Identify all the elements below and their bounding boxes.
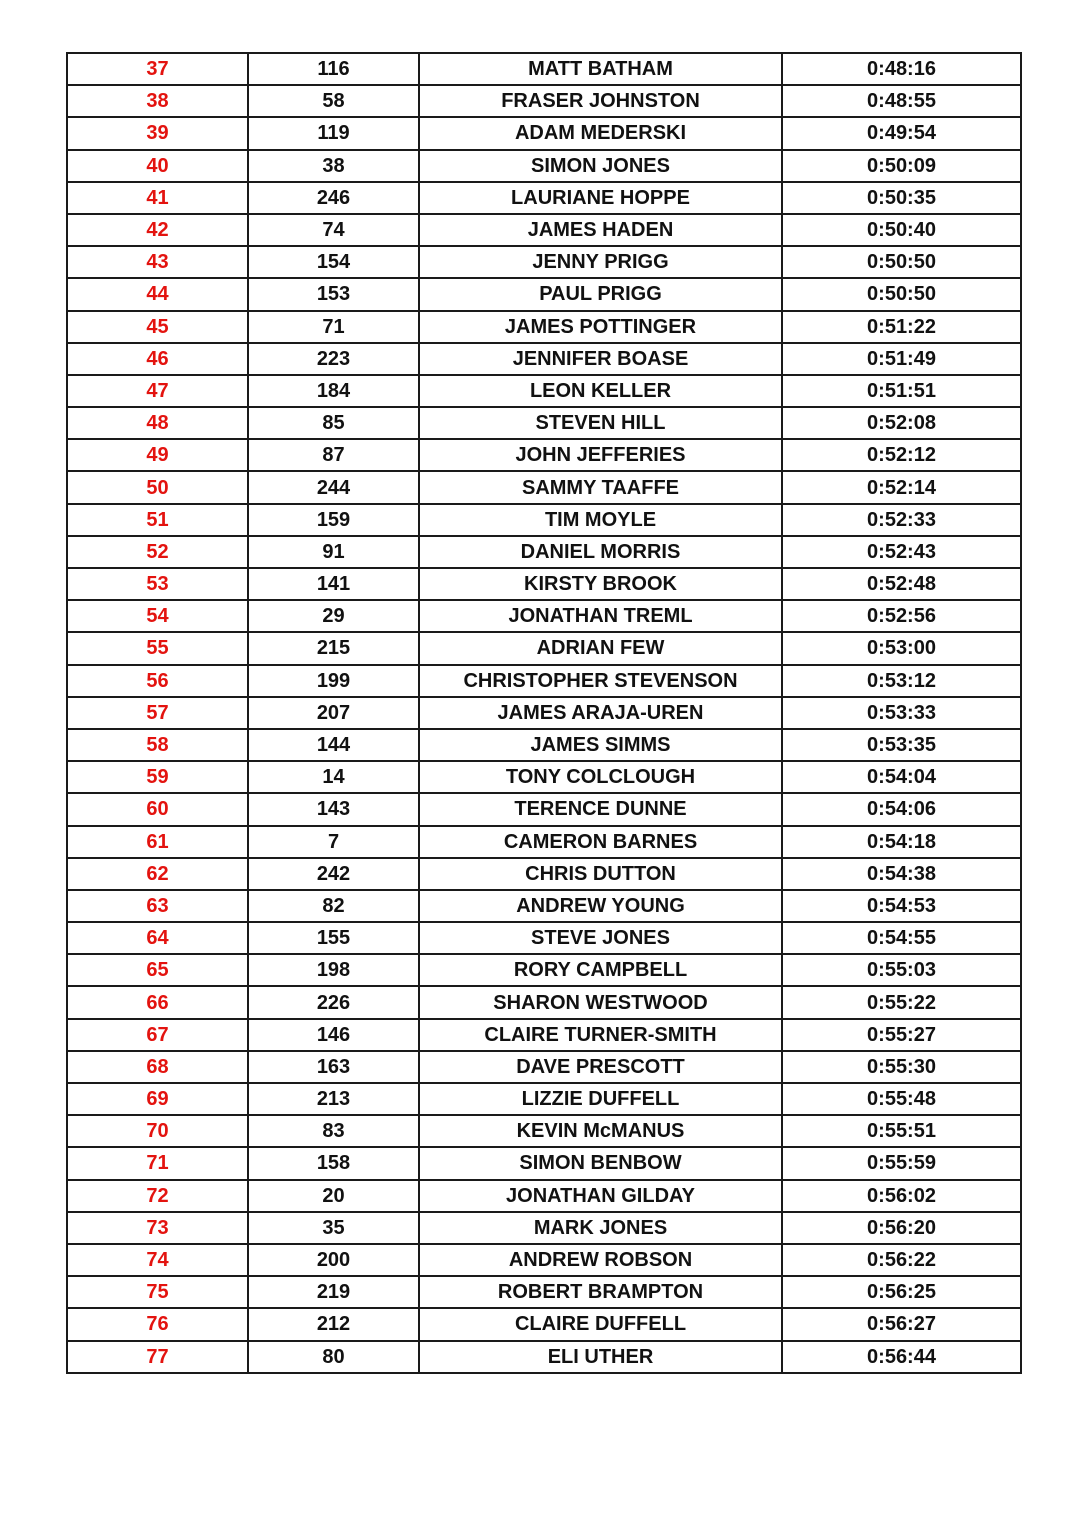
runner-name-cell: PAUL PRIGG (419, 278, 782, 310)
finish-position-cell: 76 (67, 1308, 248, 1340)
finish-position-cell: 70 (67, 1115, 248, 1147)
table-row (67, 954, 1021, 986)
bib-number-cell: 199 (248, 665, 419, 697)
finish-time-cell: 0:51:22 (782, 311, 1021, 343)
runner-name-cell: KIRSTY BROOK (419, 568, 782, 600)
finish-time-cell: 0:56:25 (782, 1276, 1021, 1308)
finish-time-cell: 0:54:53 (782, 890, 1021, 922)
bib-number-cell: 85 (248, 407, 419, 439)
results-table-body (67, 53, 1021, 1373)
finish-time-cell: 0:53:33 (782, 697, 1021, 729)
finish-time-cell: 0:55:22 (782, 986, 1021, 1018)
finish-position-cell: 37 (67, 53, 248, 85)
bib-number-cell: 141 (248, 568, 419, 600)
runner-name-cell: LIZZIE DUFFELL (419, 1083, 782, 1115)
table-row (67, 439, 1021, 471)
runner-name-cell: CLAIRE TURNER-SMITH (419, 1019, 782, 1051)
bib-number-cell: 154 (248, 246, 419, 278)
race-results-table (66, 52, 1022, 1374)
finish-position-cell: 47 (67, 375, 248, 407)
bib-number-cell: 83 (248, 1115, 419, 1147)
finish-position-cell: 64 (67, 922, 248, 954)
finish-time-cell: 0:56:20 (782, 1212, 1021, 1244)
table-row (67, 1147, 1021, 1179)
finish-position-cell: 52 (67, 536, 248, 568)
table-row (67, 729, 1021, 761)
finish-time-cell: 0:56:22 (782, 1244, 1021, 1276)
runner-name-cell: ELI UTHER (419, 1341, 782, 1373)
finish-time-cell: 0:52:43 (782, 536, 1021, 568)
finish-time-cell: 0:52:12 (782, 439, 1021, 471)
finish-position-cell: 61 (67, 826, 248, 858)
bib-number-cell: 246 (248, 182, 419, 214)
runner-name-cell: CHRIS DUTTON (419, 858, 782, 890)
bib-number-cell: 20 (248, 1180, 419, 1212)
finish-position-cell: 49 (67, 439, 248, 471)
bib-number-cell: 158 (248, 1147, 419, 1179)
finish-time-cell: 0:56:27 (782, 1308, 1021, 1340)
table-row (67, 85, 1021, 117)
bib-number-cell: 200 (248, 1244, 419, 1276)
finish-time-cell: 0:55:27 (782, 1019, 1021, 1051)
runner-name-cell: FRASER JOHNSTON (419, 85, 782, 117)
finish-time-cell: 0:54:06 (782, 793, 1021, 825)
bib-number-cell: 215 (248, 632, 419, 664)
bib-number-cell: 29 (248, 600, 419, 632)
finish-position-cell: 46 (67, 343, 248, 375)
table-row (67, 53, 1021, 85)
table-row (67, 471, 1021, 503)
runner-name-cell: MARK JONES (419, 1212, 782, 1244)
runner-name-cell: MATT BATHAM (419, 53, 782, 85)
bib-number-cell: 71 (248, 311, 419, 343)
runner-name-cell: TIM MOYLE (419, 504, 782, 536)
finish-position-cell: 66 (67, 986, 248, 1018)
bib-number-cell: 143 (248, 793, 419, 825)
table-row (67, 343, 1021, 375)
finish-position-cell: 58 (67, 729, 248, 761)
runner-name-cell: CAMERON BARNES (419, 826, 782, 858)
finish-position-cell: 57 (67, 697, 248, 729)
bib-number-cell: 58 (248, 85, 419, 117)
bib-number-cell: 119 (248, 117, 419, 149)
finish-time-cell: 0:52:48 (782, 568, 1021, 600)
runner-name-cell: ANDREW ROBSON (419, 1244, 782, 1276)
runner-name-cell: ADAM MEDERSKI (419, 117, 782, 149)
runner-name-cell: SIMON JONES (419, 150, 782, 182)
table-row (67, 986, 1021, 1018)
runner-name-cell: STEVE JONES (419, 922, 782, 954)
bib-number-cell: 38 (248, 150, 419, 182)
finish-position-cell: 55 (67, 632, 248, 664)
bib-number-cell: 223 (248, 343, 419, 375)
finish-time-cell: 0:52:14 (782, 471, 1021, 503)
table-row (67, 182, 1021, 214)
table-row (67, 278, 1021, 310)
runner-name-cell: JAMES SIMMS (419, 729, 782, 761)
finish-time-cell: 0:56:02 (782, 1180, 1021, 1212)
bib-number-cell: 14 (248, 761, 419, 793)
bib-number-cell: 212 (248, 1308, 419, 1340)
bib-number-cell: 80 (248, 1341, 419, 1373)
finish-position-cell: 69 (67, 1083, 248, 1115)
finish-time-cell: 0:55:51 (782, 1115, 1021, 1147)
table-row (67, 536, 1021, 568)
runner-name-cell: CHRISTOPHER STEVENSON (419, 665, 782, 697)
table-row (67, 1212, 1021, 1244)
runner-name-cell: JOHN JEFFERIES (419, 439, 782, 471)
finish-position-cell: 43 (67, 246, 248, 278)
table-row (67, 793, 1021, 825)
finish-position-cell: 65 (67, 954, 248, 986)
bib-number-cell: 155 (248, 922, 419, 954)
finish-position-cell: 73 (67, 1212, 248, 1244)
finish-time-cell: 0:52:08 (782, 407, 1021, 439)
finish-time-cell: 0:53:35 (782, 729, 1021, 761)
table-row (67, 922, 1021, 954)
finish-position-cell: 38 (67, 85, 248, 117)
runner-name-cell: ROBERT BRAMPTON (419, 1276, 782, 1308)
finish-position-cell: 40 (67, 150, 248, 182)
runner-name-cell: JONATHAN TREML (419, 600, 782, 632)
finish-position-cell: 53 (67, 568, 248, 600)
finish-time-cell: 0:50:50 (782, 278, 1021, 310)
finish-position-cell: 75 (67, 1276, 248, 1308)
runner-name-cell: DAVE PRESCOTT (419, 1051, 782, 1083)
bib-number-cell: 74 (248, 214, 419, 246)
runner-name-cell: STEVEN HILL (419, 407, 782, 439)
bib-number-cell: 198 (248, 954, 419, 986)
finish-time-cell: 0:48:55 (782, 85, 1021, 117)
bib-number-cell: 244 (248, 471, 419, 503)
bib-number-cell: 213 (248, 1083, 419, 1115)
finish-time-cell: 0:51:51 (782, 375, 1021, 407)
finish-position-cell: 44 (67, 278, 248, 310)
finish-time-cell: 0:54:04 (782, 761, 1021, 793)
runner-name-cell: JAMES POTTINGER (419, 311, 782, 343)
table-row (67, 311, 1021, 343)
table-row (67, 1051, 1021, 1083)
runner-name-cell: JONATHAN GILDAY (419, 1180, 782, 1212)
finish-time-cell: 0:52:33 (782, 504, 1021, 536)
runner-name-cell: ANDREW YOUNG (419, 890, 782, 922)
bib-number-cell: 82 (248, 890, 419, 922)
runner-name-cell: SAMMY TAAFFE (419, 471, 782, 503)
table-row (67, 407, 1021, 439)
finish-time-cell: 0:53:00 (782, 632, 1021, 664)
finish-position-cell: 41 (67, 182, 248, 214)
finish-position-cell: 71 (67, 1147, 248, 1179)
bib-number-cell: 159 (248, 504, 419, 536)
bib-number-cell: 35 (248, 1212, 419, 1244)
bib-number-cell: 242 (248, 858, 419, 890)
finish-time-cell: 0:54:18 (782, 826, 1021, 858)
finish-time-cell: 0:48:16 (782, 53, 1021, 85)
runner-name-cell: SIMON BENBOW (419, 1147, 782, 1179)
table-row (67, 826, 1021, 858)
finish-time-cell: 0:49:54 (782, 117, 1021, 149)
table-row (67, 632, 1021, 664)
table-row (67, 1308, 1021, 1340)
finish-position-cell: 63 (67, 890, 248, 922)
finish-time-cell: 0:50:09 (782, 150, 1021, 182)
table-row (67, 1341, 1021, 1373)
runner-name-cell: ADRIAN FEW (419, 632, 782, 664)
bib-number-cell: 7 (248, 826, 419, 858)
runner-name-cell: RORY CAMPBELL (419, 954, 782, 986)
runner-name-cell: JENNIFER BOASE (419, 343, 782, 375)
table-row (67, 858, 1021, 890)
table-row (67, 117, 1021, 149)
table-row (67, 246, 1021, 278)
table-row (67, 568, 1021, 600)
finish-time-cell: 0:50:40 (782, 214, 1021, 246)
finish-time-cell: 0:53:12 (782, 665, 1021, 697)
runner-name-cell: TONY COLCLOUGH (419, 761, 782, 793)
bib-number-cell: 226 (248, 986, 419, 1018)
runner-name-cell: LAURIANE HOPPE (419, 182, 782, 214)
finish-position-cell: 68 (67, 1051, 248, 1083)
runner-name-cell: LEON KELLER (419, 375, 782, 407)
finish-time-cell: 0:55:30 (782, 1051, 1021, 1083)
table-row (67, 600, 1021, 632)
table-row (67, 1083, 1021, 1115)
finish-position-cell: 39 (67, 117, 248, 149)
runner-name-cell: SHARON WESTWOOD (419, 986, 782, 1018)
finish-position-cell: 67 (67, 1019, 248, 1051)
table-row (67, 1019, 1021, 1051)
finish-position-cell: 77 (67, 1341, 248, 1373)
finish-position-cell: 59 (67, 761, 248, 793)
table-row (67, 761, 1021, 793)
table-row (67, 375, 1021, 407)
bib-number-cell: 184 (248, 375, 419, 407)
table-row (67, 1115, 1021, 1147)
finish-time-cell: 0:54:55 (782, 922, 1021, 954)
finish-time-cell: 0:55:03 (782, 954, 1021, 986)
finish-position-cell: 50 (67, 471, 248, 503)
bib-number-cell: 116 (248, 53, 419, 85)
table-row (67, 504, 1021, 536)
finish-time-cell: 0:55:59 (782, 1147, 1021, 1179)
runner-name-cell: JENNY PRIGG (419, 246, 782, 278)
finish-position-cell: 48 (67, 407, 248, 439)
bib-number-cell: 144 (248, 729, 419, 761)
bib-number-cell: 219 (248, 1276, 419, 1308)
table-row (67, 890, 1021, 922)
finish-position-cell: 60 (67, 793, 248, 825)
finish-time-cell: 0:51:49 (782, 343, 1021, 375)
bib-number-cell: 153 (248, 278, 419, 310)
finish-time-cell: 0:54:38 (782, 858, 1021, 890)
bib-number-cell: 87 (248, 439, 419, 471)
finish-time-cell: 0:52:56 (782, 600, 1021, 632)
table-row (67, 1276, 1021, 1308)
bib-number-cell: 146 (248, 1019, 419, 1051)
table-row (67, 697, 1021, 729)
finish-position-cell: 72 (67, 1180, 248, 1212)
finish-position-cell: 51 (67, 504, 248, 536)
table-row (67, 150, 1021, 182)
table-row (67, 214, 1021, 246)
bib-number-cell: 163 (248, 1051, 419, 1083)
finish-time-cell: 0:56:44 (782, 1341, 1021, 1373)
finish-position-cell: 45 (67, 311, 248, 343)
runner-name-cell: DANIEL MORRIS (419, 536, 782, 568)
finish-time-cell: 0:50:35 (782, 182, 1021, 214)
runner-name-cell: JAMES HADEN (419, 214, 782, 246)
finish-time-cell: 0:50:50 (782, 246, 1021, 278)
finish-time-cell: 0:55:48 (782, 1083, 1021, 1115)
runner-name-cell: KEVIN McMANUS (419, 1115, 782, 1147)
finish-position-cell: 54 (67, 600, 248, 632)
runner-name-cell: JAMES ARAJA-UREN (419, 697, 782, 729)
table-row (67, 1244, 1021, 1276)
finish-position-cell: 42 (67, 214, 248, 246)
finish-position-cell: 56 (67, 665, 248, 697)
finish-position-cell: 74 (67, 1244, 248, 1276)
runner-name-cell: CLAIRE DUFFELL (419, 1308, 782, 1340)
bib-number-cell: 207 (248, 697, 419, 729)
bib-number-cell: 91 (248, 536, 419, 568)
table-row (67, 1180, 1021, 1212)
table-row (67, 665, 1021, 697)
runner-name-cell: TERENCE DUNNE (419, 793, 782, 825)
finish-position-cell: 62 (67, 858, 248, 890)
